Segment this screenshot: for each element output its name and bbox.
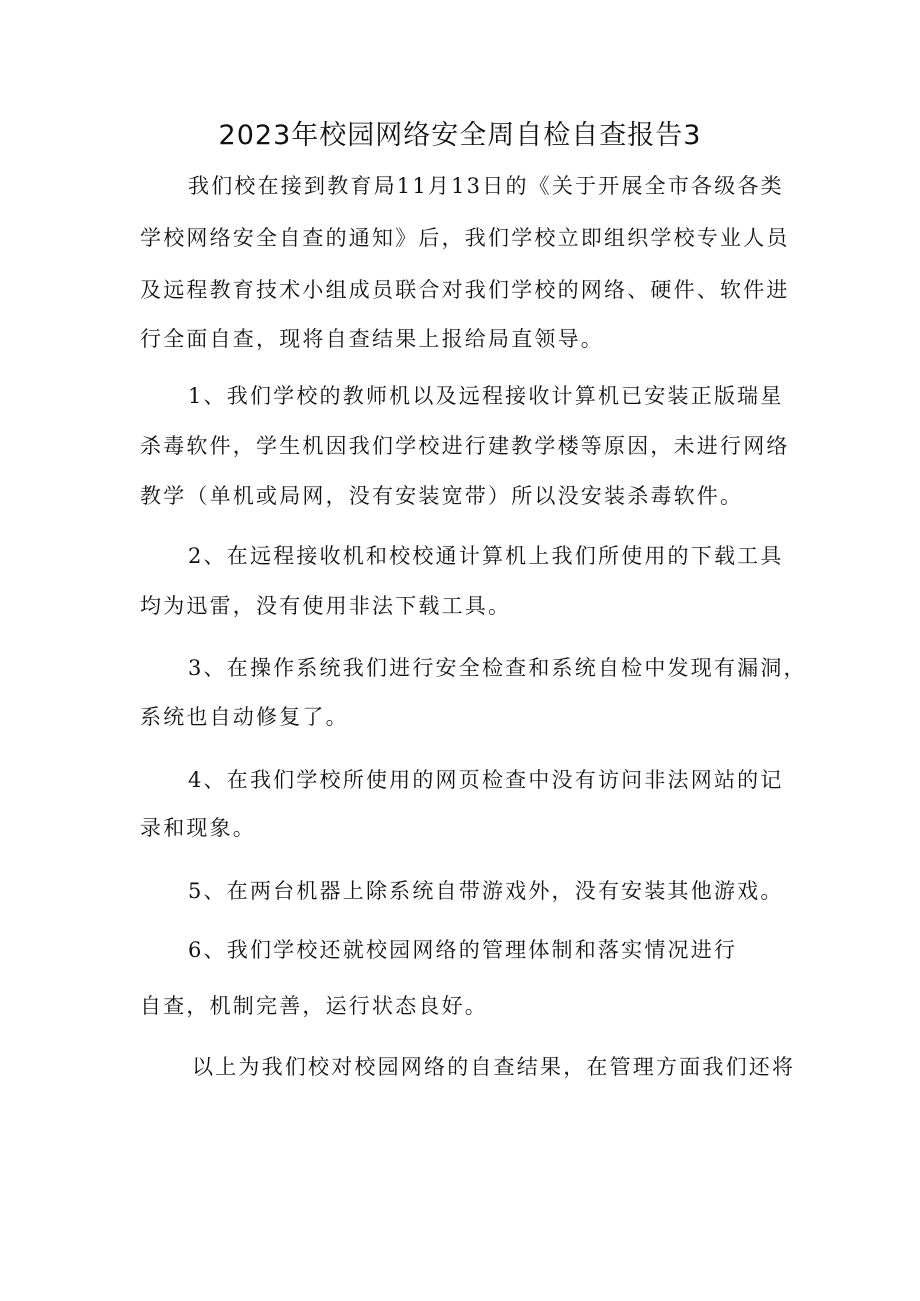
text-line: 学校网络安全自查的通知》后，我们学校立即组织学校专业人员 <box>140 226 790 250</box>
text-line: 1、我们学校的教师机以及远程接收计算机已安装正版瑞星 <box>188 384 784 408</box>
text-line: 行全面自查，现将自查结果上报给局直领导。 <box>140 327 604 351</box>
text-line: 均为迅雷，没有使用非法下载工具。 <box>140 594 512 618</box>
text-line: 教学（单机或局网，没有安装宽带）所以没安装杀毒软件。 <box>140 484 744 508</box>
text-line: 4、在我们学校所使用的网页检查中没有访问非法网站的记 <box>188 768 784 792</box>
text-line: 6、我们学校还就校园网络的管理体制和落实情况进行 <box>188 938 738 962</box>
text-line: 我们校在接到教育局11月13日的《关于开展全市各级各类 <box>188 174 784 198</box>
text-line: 及远程教育技术小组成员联合对我们学校的网络、硬件、软件进 <box>140 278 790 302</box>
document-title: 2023年校园网络安全周自检自查报告3 <box>218 120 702 151</box>
text-line: 5、在两台机器上除系统自带游戏外，没有安装其他游戏。 <box>188 879 784 903</box>
text-line: 3、在操作系统我们进行安全检查和系统自检中发现有漏洞， <box>188 656 807 680</box>
text-line: 自查，机制完善，运行状态良好。 <box>140 994 488 1018</box>
text-line: 录和现象。 <box>140 816 256 840</box>
text-line: 2、在远程接收机和校校通计算机上我们所使用的下载工具 <box>188 544 784 568</box>
text-line: 系统也自动修复了。 <box>140 705 349 729</box>
text-line: 杀毒软件，学生机因我们学校进行建教学楼等原因，未进行网络 <box>140 434 790 458</box>
text-line: 以上为我们校对校园网络的自查结果，在管理方面我们还将 <box>192 1055 796 1079</box>
